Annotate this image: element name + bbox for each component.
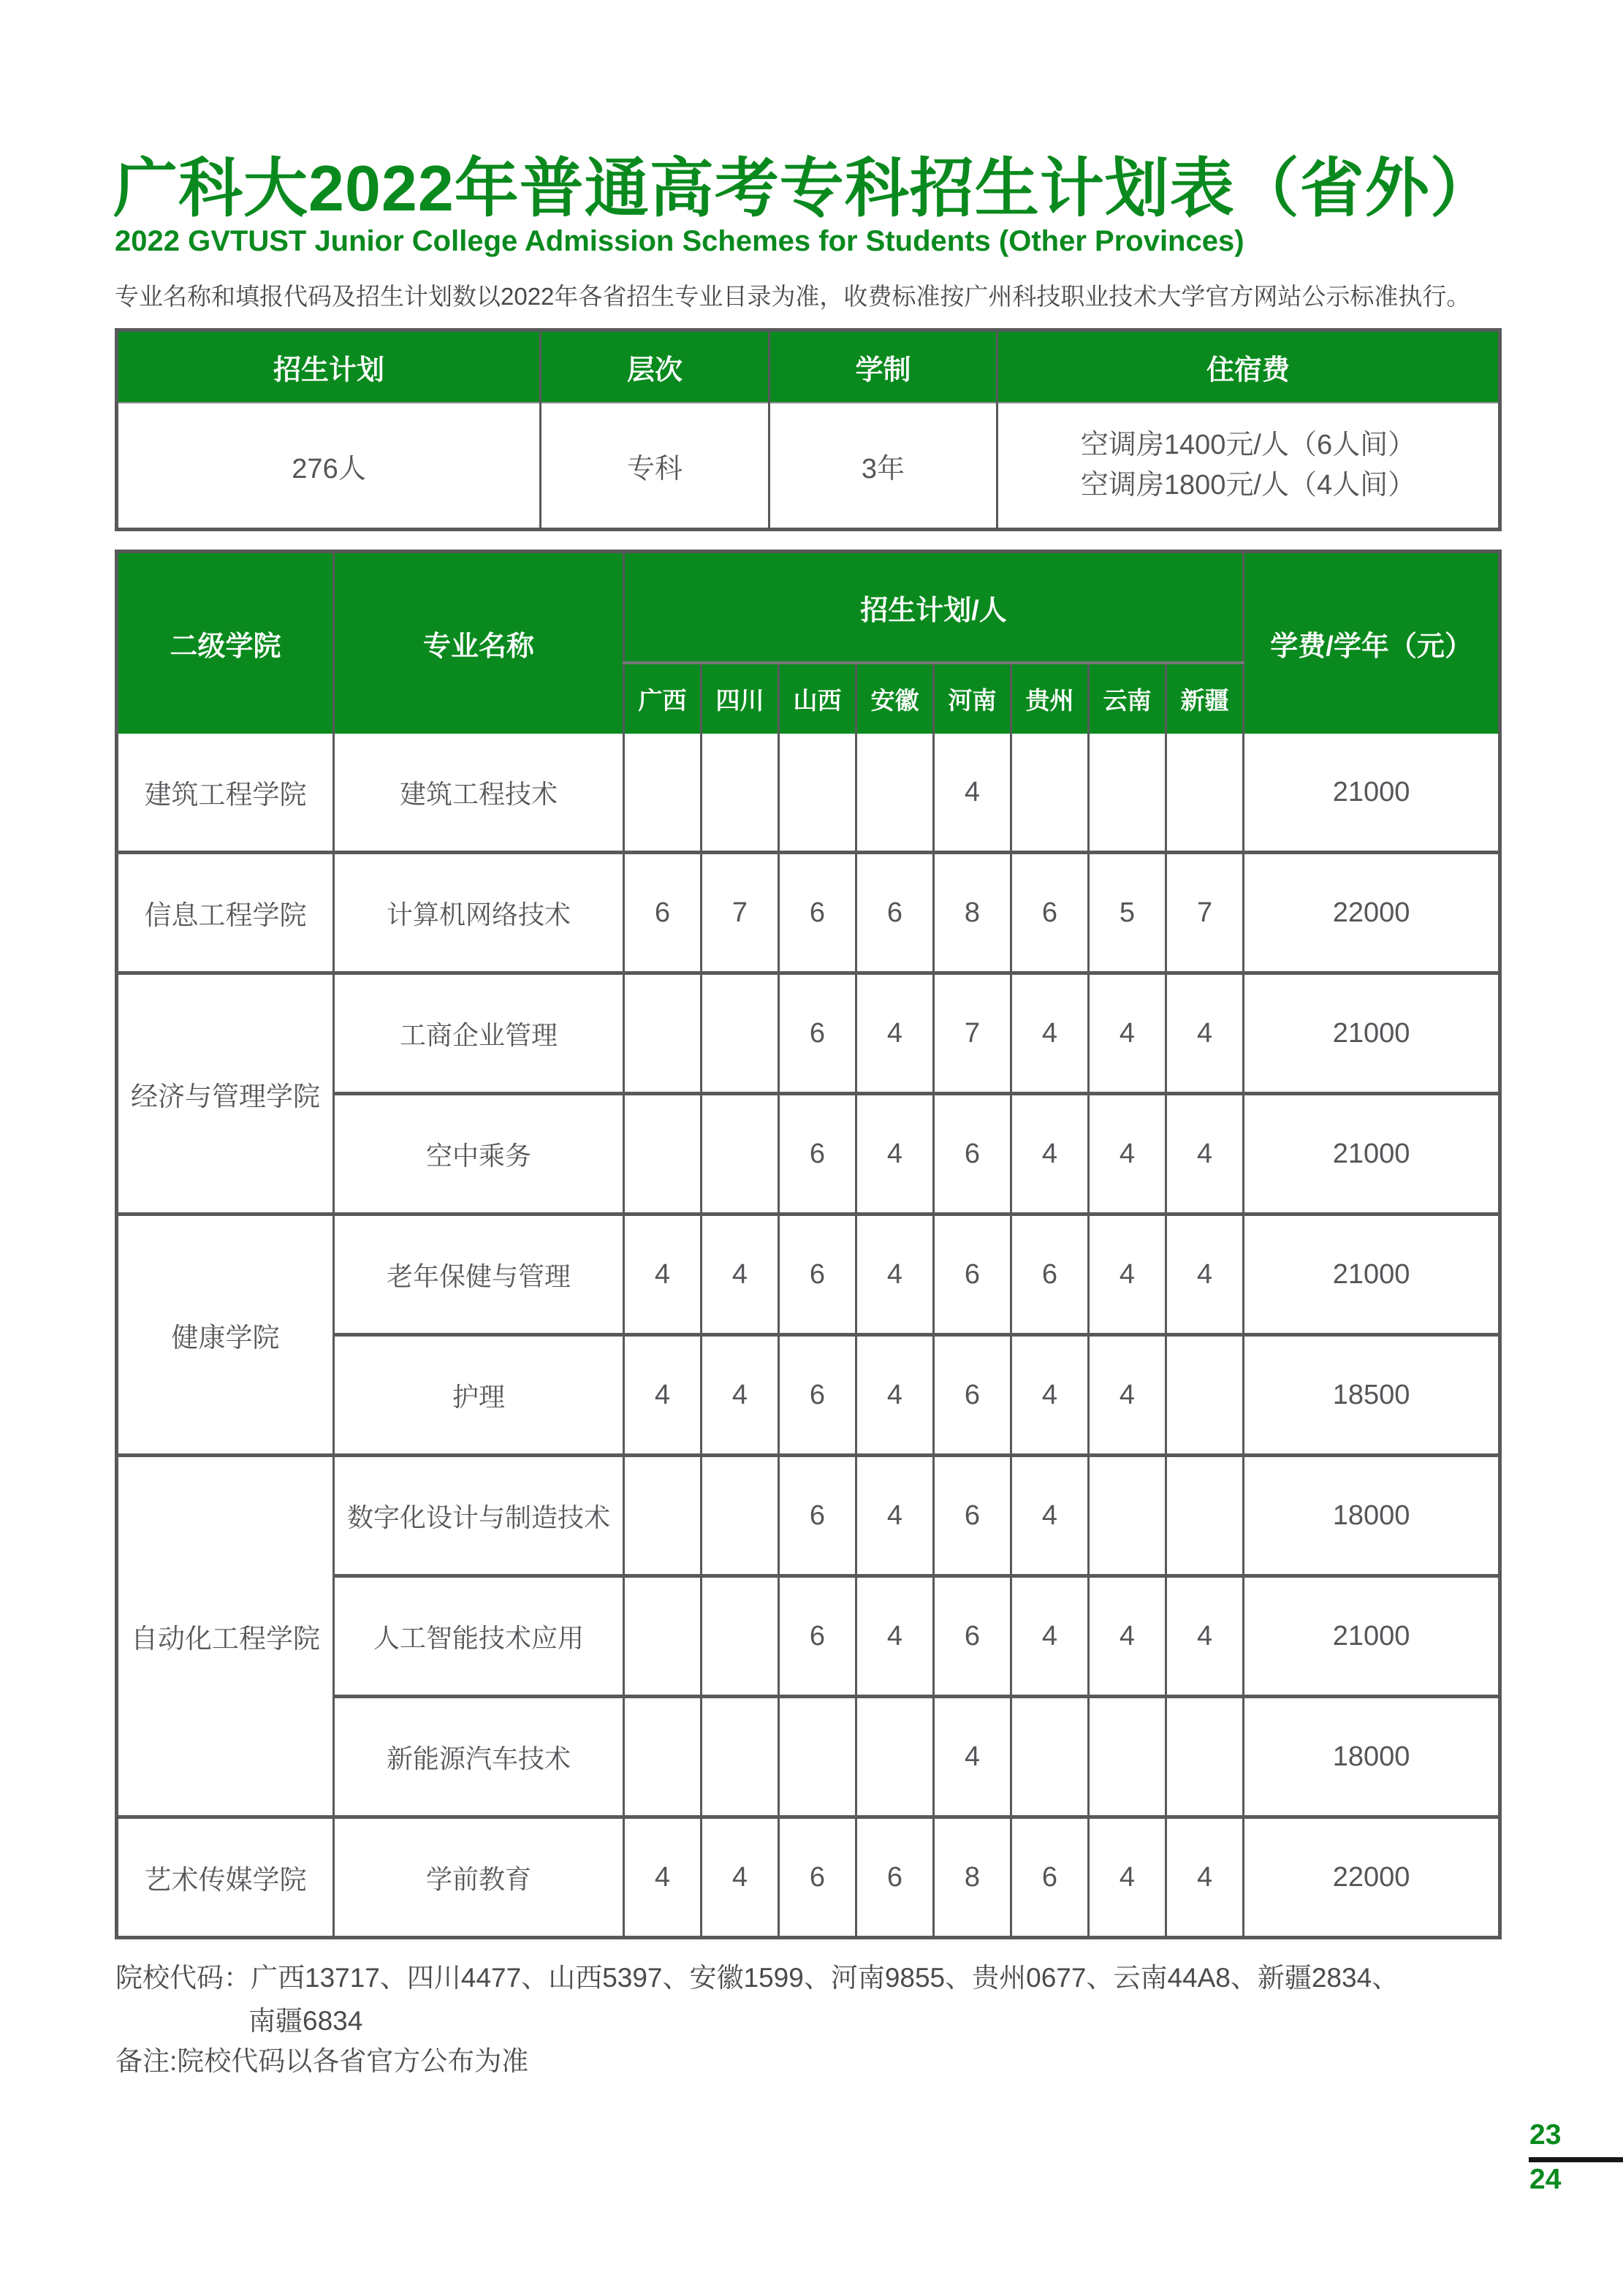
plan-cell <box>702 1697 779 1817</box>
plan-cell <box>1089 1697 1166 1817</box>
plan-cell <box>1166 1697 1244 1817</box>
plan-cell <box>624 1456 702 1576</box>
plan-cell: 4 <box>856 1335 934 1456</box>
plan-table <box>115 550 1502 1939</box>
accommodation-line-1: 空调房1400元/人（6人间） <box>1080 429 1416 460</box>
plan-cell: 6 <box>779 1214 856 1335</box>
plan-cell: 6 <box>934 1335 1011 1456</box>
summary-header-accommodation: 住宿费 <box>997 330 1500 403</box>
plan-cell: 4 <box>856 1456 934 1576</box>
plan-cell: 4 <box>1166 1576 1244 1697</box>
plan-cell: 8 <box>934 853 1011 973</box>
plan-cell <box>624 734 702 853</box>
major-cell: 空中乘务 <box>334 1094 624 1214</box>
plan-cell: 6 <box>1011 1817 1089 1938</box>
total-plan-cell: 276人 <box>117 403 541 530</box>
plan-cell <box>856 1697 934 1817</box>
plan-cell <box>779 1697 856 1817</box>
plan-cell: 4 <box>1089 1214 1166 1335</box>
plan-cell <box>624 1094 702 1214</box>
plan-cell <box>779 734 856 853</box>
table-row <box>117 1214 1500 1335</box>
plan-cell: 4 <box>856 1576 934 1697</box>
college-cell: 自动化工程学院 <box>117 1456 334 1817</box>
page-number-bottom: 24 <box>1529 2164 1562 2195</box>
plan-cell <box>702 1456 779 1576</box>
level-cell: 专科 <box>541 403 769 530</box>
summary-header-duration: 学制 <box>769 330 997 403</box>
header-tuition: 学费/学年（元） <box>1244 552 1500 734</box>
plan-cell <box>702 973 779 1094</box>
tuition-cell: 18000 <box>1244 1456 1500 1576</box>
plan-cell: 4 <box>856 973 934 1094</box>
header-major: 专业名称 <box>334 552 624 734</box>
tuition-cell: 22000 <box>1244 853 1500 973</box>
plan-cell: 6 <box>1011 853 1089 973</box>
plan-cell <box>1166 734 1244 853</box>
plan-cell: 4 <box>1011 1335 1089 1456</box>
plan-cell: 4 <box>1089 1817 1166 1938</box>
plan-cell: 6 <box>779 1094 856 1214</box>
tuition-cell: 22000 <box>1244 1817 1500 1938</box>
page-number-top: 23 <box>1529 2119 1562 2151</box>
plan-cell <box>1011 734 1089 853</box>
header-province-yunnan: 云南 <box>1089 663 1166 734</box>
plan-cell: 6 <box>779 1335 856 1456</box>
header-province-henan: 河南 <box>934 663 1011 734</box>
header-plan-group: 招生计划/人 <box>624 552 1244 664</box>
major-cell: 学前教育 <box>334 1817 624 1938</box>
plan-cell <box>624 1697 702 1817</box>
plan-cell <box>624 973 702 1094</box>
table-row <box>117 853 1500 973</box>
plan-cell <box>1089 734 1166 853</box>
tuition-cell: 18000 <box>1244 1697 1500 1817</box>
tuition-cell: 18500 <box>1244 1335 1500 1456</box>
college-cell: 艺术传媒学院 <box>117 1817 334 1938</box>
plan-cell: 6 <box>934 1576 1011 1697</box>
plan-cell: 6 <box>779 1456 856 1576</box>
plan-cell: 6 <box>779 853 856 973</box>
major-cell: 建筑工程技术 <box>334 734 624 853</box>
summary-table <box>115 328 1502 531</box>
major-cell: 护理 <box>334 1335 624 1456</box>
plan-cell: 6 <box>779 1576 856 1697</box>
plan-cell: 6 <box>934 1456 1011 1576</box>
major-cell: 老年保健与管理 <box>334 1214 624 1335</box>
plan-cell <box>624 1576 702 1697</box>
table-row <box>117 973 1500 1094</box>
tuition-cell: 21000 <box>1244 734 1500 853</box>
plan-cell: 4 <box>934 734 1011 853</box>
accommodation-line-2: 空调房1800元/人（4人间） <box>1080 470 1416 501</box>
plan-cell: 6 <box>1011 1214 1089 1335</box>
plan-cell <box>1011 1697 1089 1817</box>
major-cell: 计算机网络技术 <box>334 853 624 973</box>
college-cell: 健康学院 <box>117 1214 334 1456</box>
table-row <box>117 1817 1500 1938</box>
plan-cell: 5 <box>1089 853 1166 973</box>
plan-cell <box>702 1094 779 1214</box>
tuition-cell: 21000 <box>1244 1576 1500 1697</box>
plan-cell: 4 <box>624 1817 702 1938</box>
plan-cell: 6 <box>856 853 934 973</box>
plan-cell: 6 <box>934 1094 1011 1214</box>
plan-cell: 7 <box>1166 853 1244 973</box>
plan-cell: 4 <box>1089 1335 1166 1456</box>
plan-cell <box>856 734 934 853</box>
page-number-divider <box>1529 2157 1623 2162</box>
plan-cell: 4 <box>702 1817 779 1938</box>
plan-cell: 4 <box>702 1214 779 1335</box>
plan-cell: 4 <box>1089 1576 1166 1697</box>
summary-header-row <box>117 330 1500 403</box>
table-row <box>117 1456 1500 1576</box>
college-cell: 经济与管理学院 <box>117 973 334 1214</box>
plan-cell: 4 <box>1089 1094 1166 1214</box>
plan-cell: 7 <box>702 853 779 973</box>
plan-cell: 4 <box>934 1697 1011 1817</box>
tuition-cell: 21000 <box>1244 973 1500 1094</box>
major-cell: 工商企业管理 <box>334 973 624 1094</box>
major-cell: 新能源汽车技术 <box>334 1697 624 1817</box>
plan-cell <box>1166 1456 1244 1576</box>
disclaimer-note: 专业名称和填报代码及招生计划数以2022年各省招生专业目录为准，收费标准按广州科技职业技术大学官方网站公示标准执行。 <box>115 283 1471 310</box>
plan-cell <box>1166 1335 1244 1456</box>
plan-cell: 4 <box>1011 1576 1089 1697</box>
school-codes-line-1: 院校代码：广西13717、四川4477、山西5397、安徽1599、河南9855、贵州0677、云南44A8、新疆2834、 <box>115 1963 1399 1993</box>
plan-cell: 4 <box>1166 1214 1244 1335</box>
remark-note: 备注:院校代码以各省官方公布为准 <box>115 2046 529 2076</box>
header-province-guangxi: 广西 <box>624 663 702 734</box>
header-province-xinjiang: 新疆 <box>1166 663 1244 734</box>
plan-cell: 8 <box>934 1817 1011 1938</box>
header-province-guizhou: 贵州 <box>1011 663 1089 734</box>
page-subtitle: 2022 GVTUST Junior College Admission Schemes for Students (Other Provinces) <box>115 225 1244 257</box>
plan-header-row-main <box>117 552 1500 664</box>
plan-cell <box>702 734 779 853</box>
plan-cell: 4 <box>624 1335 702 1456</box>
summary-header-plan: 招生计划 <box>117 330 541 403</box>
college-cell: 建筑工程学院 <box>117 734 334 853</box>
plan-cell: 4 <box>624 1214 702 1335</box>
plan-cell: 4 <box>1089 973 1166 1094</box>
plan-cell: 7 <box>934 973 1011 1094</box>
plan-cell: 6 <box>779 1817 856 1938</box>
accommodation-cell <box>997 403 1500 530</box>
tuition-cell: 21000 <box>1244 1214 1500 1335</box>
plan-cell: 4 <box>1166 1817 1244 1938</box>
plan-cell: 4 <box>1011 1094 1089 1214</box>
header-college: 二级学院 <box>117 552 334 734</box>
plan-cell: 6 <box>779 973 856 1094</box>
header-province-sichuan: 四川 <box>702 663 779 734</box>
plan-cell: 6 <box>856 1817 934 1938</box>
plan-cell: 4 <box>702 1335 779 1456</box>
plan-cell: 4 <box>856 1094 934 1214</box>
summary-header-level: 层次 <box>541 330 769 403</box>
plan-cell: 6 <box>934 1214 1011 1335</box>
college-cell: 信息工程学院 <box>117 853 334 973</box>
plan-cell: 4 <box>1011 1456 1089 1576</box>
plan-cell: 6 <box>624 853 702 973</box>
tuition-cell: 21000 <box>1244 1094 1500 1214</box>
plan-cell <box>702 1576 779 1697</box>
major-cell: 数字化设计与制造技术 <box>334 1456 624 1576</box>
header-province-anhui: 安徽 <box>856 663 934 734</box>
plan-cell: 4 <box>1011 973 1089 1094</box>
plan-cell <box>1089 1456 1166 1576</box>
plan-cell: 4 <box>1166 973 1244 1094</box>
plan-cell: 4 <box>1166 1094 1244 1214</box>
plan-cell: 4 <box>856 1214 934 1335</box>
header-province-shanxi: 山西 <box>779 663 856 734</box>
table-row <box>117 734 1500 853</box>
summary-data-row <box>117 403 1500 530</box>
duration-cell: 3年 <box>769 403 997 530</box>
page-title: 广科大2022年普通高考专科招生计划表（省外） <box>113 152 1495 224</box>
major-cell: 人工智能技术应用 <box>334 1576 624 1697</box>
school-codes-line-2: 南疆6834 <box>248 2006 363 2036</box>
